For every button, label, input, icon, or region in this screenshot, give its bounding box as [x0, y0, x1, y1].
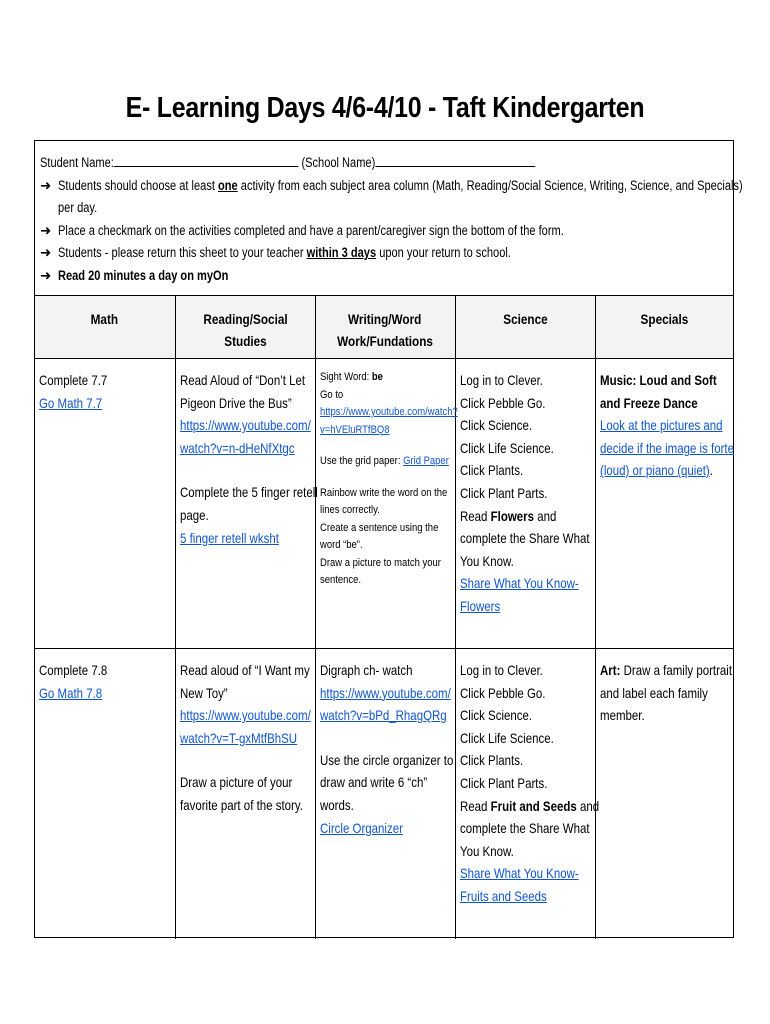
share-what-you-know-link[interactable]: Share What You Know-: [459, 575, 579, 592]
arrow-right-icon: ➜: [40, 177, 52, 193]
page-title: E- Learning Days 4/6-4/10 - Taft Kindergarten: [125, 92, 645, 124]
instruction-bullet: ➜ Students should choose at least one activity from each subject area column (Math, Reading/Social Science, Writing, Science, and Specials): [40, 175, 733, 198]
arrow-right-icon: ➜: [40, 222, 52, 238]
reading-cell: Read Aloud of “Don’t Let Pigeon Drive the Bus” https://www.youtube.com/ watch?v=n-dHeNfXtgc Complete the 5 finger retell page. 5 finger retell wksht: [175, 359, 315, 649]
writing-cell: Sight Word: be Go to https://www.youtube.com/watch? v=hVEluRTfBQ8 Use the grid paper: Grid Paper Rainbow write the word on the lines correctly. Create a sentence using the word “be”. Draw a picture to match your sentence.: [315, 359, 455, 649]
instruction-bullet-continued: per day.: [58, 200, 98, 215]
instruction-bullet: ➜ Read 20 minutes a day on myOn: [40, 265, 733, 288]
reading-cell: Read aloud of “I Want my New Toy” https://www.youtube.com/ watch?v=T-gxMtfBhSU Draw a picture of your favorite part of the story.: [175, 649, 315, 939]
column-header-science: Science: [455, 296, 595, 359]
table-row: [35, 649, 733, 939]
column-header-math: Math: [35, 296, 175, 359]
youtube-link[interactable]: v=hVEluRTfBQ8: [319, 423, 389, 436]
music-activity-link[interactable]: (loud) or piano (quiet): [599, 462, 710, 479]
arrow-right-icon: ➜: [40, 267, 52, 283]
science-cell: Log in to Clever. Click Pebble Go. Click Science. Click Life Science. Click Plants. Click Plant Parts. Read Flowers and complete the Share What You Know. Share What You Know- Flowers: [455, 359, 595, 649]
science-cell: Log in to Clever. Click Pebble Go. Click Science. Click Life Science. Click Plants. Click Plant Parts. Read Fruit and Seeds and complete the Share What You Know. Share What You Know- Fruits and Seeds: [455, 649, 595, 939]
music-activity-link[interactable]: Look at the pictures and: [599, 417, 723, 434]
worksheet-frame: [34, 140, 743, 938]
youtube-link[interactable]: https://www.youtube.com/watch?: [319, 406, 458, 418]
youtube-link[interactable]: https://www.youtube.com/: [179, 417, 311, 434]
youtube-link[interactable]: watch?v=T-gxMtfBhSU: [179, 729, 297, 746]
instructions-block: [35, 141, 743, 296]
go-math-link[interactable]: Go Math 7.7: [39, 394, 103, 411]
youtube-link[interactable]: https://www.youtube.com/: [319, 684, 451, 701]
share-what-you-know-link[interactable]: Fruits and Seeds: [459, 887, 547, 904]
math-cell: Complete 7.8 Go Math 7.8: [35, 649, 175, 939]
activity-table: [35, 296, 733, 939]
math-cell: Complete 7.7 Go Math 7.7: [35, 359, 175, 649]
specials-cell: Music: Loud and Soft and Freeze Dance Look at the pictures and decide if the image is forte (loud) or piano (quiet).: [595, 359, 733, 649]
go-math-link[interactable]: Go Math 7.8: [39, 684, 103, 701]
student-name-field[interactable]: [114, 153, 299, 167]
share-what-you-know-link[interactable]: Flowers: [459, 597, 500, 614]
specials-cell: Art: Draw a family portrait and label each family member.: [595, 649, 733, 939]
circle-organizer-link[interactable]: Circle Organizer: [319, 819, 403, 836]
music-activity-link[interactable]: decide if the image is forte: [599, 439, 734, 456]
table-row: [35, 359, 733, 649]
grid-paper-link[interactable]: Grid Paper: [402, 455, 449, 467]
youtube-link[interactable]: watch?v=bPd_RhagQRg: [319, 707, 447, 724]
writing-cell: Digraph ch- watch https://www.youtube.com/ watch?v=bPd_RhagQRg Use the circle organizer to draw and write 6 “ch” words. Circle Organizer: [315, 649, 455, 939]
youtube-link[interactable]: https://www.youtube.com/: [179, 707, 311, 724]
retell-worksheet-link[interactable]: 5 finger retell wksht: [179, 529, 279, 546]
instruction-bullet: ➜ Place a checkmark on the activities completed and have a parent/caregiver sign the bottom of the form.: [40, 220, 733, 243]
arrow-right-icon: ➜: [40, 245, 52, 260]
school-name-label: (School Name): [301, 155, 376, 170]
school-name-field[interactable]: [375, 153, 535, 167]
student-name-line: [40, 152, 733, 175]
column-header-writing: Writing/Word Work/Fundations: [315, 296, 455, 359]
youtube-link[interactable]: watch?v=n-dHeNfXtgc: [179, 439, 295, 456]
instruction-bullet: ➜ Students - please return this sheet to your teacher within 3 days upon your return to school.: [40, 242, 733, 265]
column-header-specials: Specials: [595, 296, 733, 359]
student-name-label: Student Name:: [40, 155, 114, 170]
column-header-reading: Reading/Social Studies: [175, 296, 315, 359]
table-header-row: [35, 296, 733, 359]
share-what-you-know-link[interactable]: Share What You Know-: [459, 865, 579, 882]
